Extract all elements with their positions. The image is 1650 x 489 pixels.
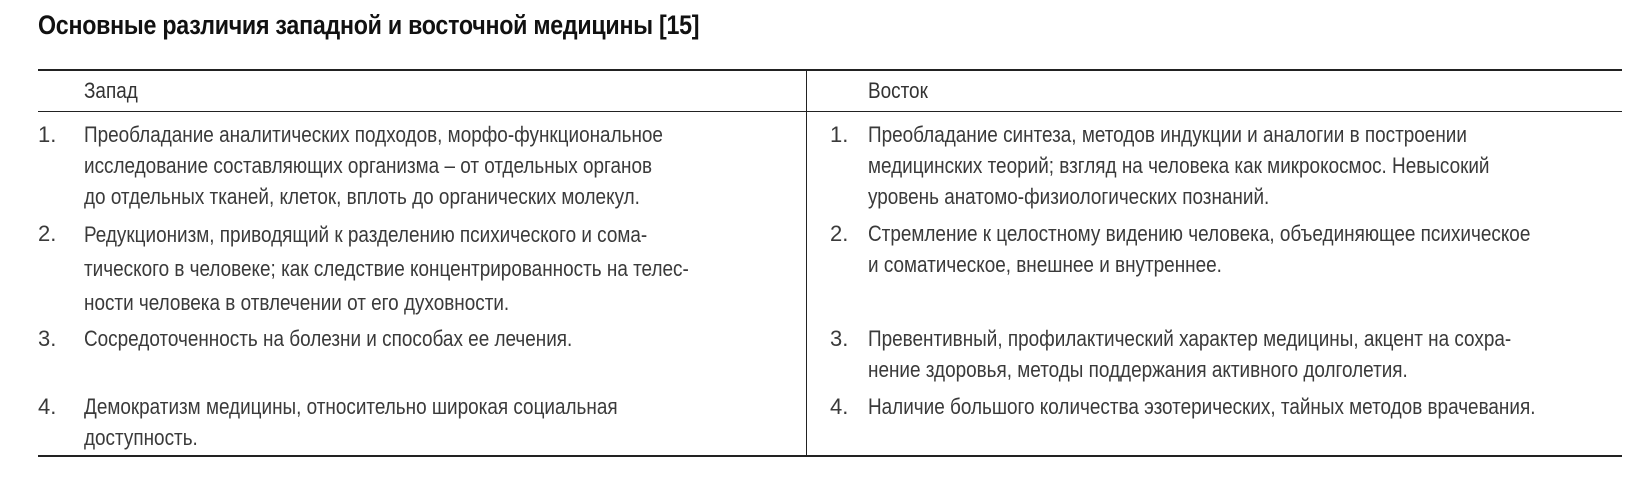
item-text: Превентивный, профилактический характер медицины, акцент на сохра- нение здоровья, методы поддержания активного долголетия. bbox=[868, 326, 1512, 382]
item-number: 4. bbox=[38, 394, 57, 419]
item-text: Редукционизм, приводящий к разделению психического и сома- тического в человеке; как следствие концентрированность на телес- ности человека в отвлечении от его духовности. bbox=[84, 222, 689, 315]
item-number: 4. bbox=[830, 394, 849, 419]
table-title: Основные различия западной и восточной медицины [15] bbox=[38, 10, 700, 40]
item-number: 2. bbox=[38, 221, 57, 246]
column-header-east: Восток bbox=[868, 78, 928, 103]
table-header-rule bbox=[38, 111, 1622, 112]
item-number: 1. bbox=[830, 122, 849, 147]
item-text: Стремление к целостному видению человека, объединяющее психическое и соматическое, внешнее и внутреннее. bbox=[868, 221, 1531, 277]
column-header-west: Запад bbox=[84, 78, 138, 103]
item-text: Преобладание аналитических подходов, морфо-функциональное исследование составляющих организма – от отдельных органов до отдельных тканей, клеток, вплоть до органических молекул. bbox=[84, 122, 663, 209]
column-divider bbox=[806, 69, 807, 457]
item-text: Наличие большого количества эзотерических, тайных методов врачевания. bbox=[868, 394, 1536, 419]
table-bottom-rule bbox=[38, 455, 1622, 457]
table-top-rule bbox=[38, 69, 1622, 71]
item-number: 3. bbox=[38, 326, 57, 351]
item-number: 3. bbox=[830, 326, 849, 351]
item-text: Сосредоточенность на болезни и способах ее лечения. bbox=[84, 326, 573, 351]
item-number: 1. bbox=[38, 122, 57, 147]
item-text: Преобладание синтеза, методов индукции и аналогии в построении медицинских теорий; взгляд на человека как микрокосмос. Невысокий уровень анатомо-физиологических познаний. bbox=[868, 122, 1490, 209]
item-text: Демократизм медицины, относительно широкая социальная доступность. bbox=[84, 394, 618, 450]
item-number: 2. bbox=[830, 221, 849, 246]
